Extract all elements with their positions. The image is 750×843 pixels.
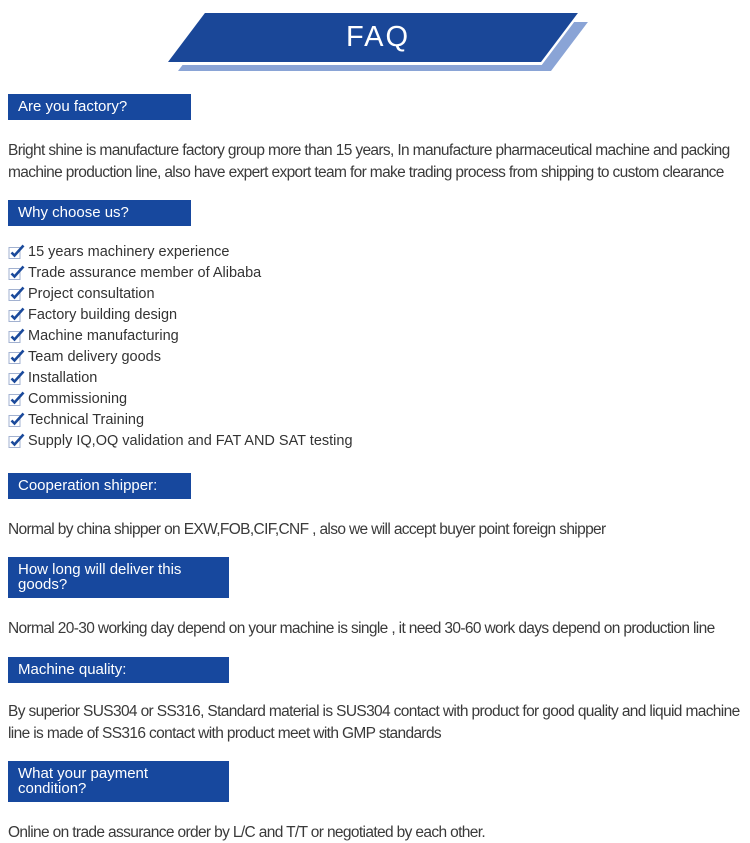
checklist-item <box>8 367 750 388</box>
checklist-item-label: Installation <box>28 369 98 386</box>
section-body-payment-condition: Online on trade assurance order by L/C and T/T or negotiated by each other. <box>8 824 486 841</box>
checkbox-checked-icon <box>8 265 25 280</box>
checklist-item <box>8 241 750 262</box>
section-title-payment-condition: What your payment condition? <box>8 761 229 802</box>
checkbox-checked-icon <box>8 307 25 322</box>
banner-title: FAQ <box>345 21 410 53</box>
checkbox-checked-icon <box>8 412 25 427</box>
faq-banner <box>0 0 750 80</box>
checkbox-checked-icon <box>8 433 25 448</box>
section-body-cooperation-shipper: Normal by china shipper on EXW,FOB,CIF,CNF , also we will accept buyer point foreign shipper <box>8 521 606 538</box>
checklist-item <box>8 388 750 409</box>
checklist-item <box>8 304 750 325</box>
checklist-item-label: Commissioning <box>28 390 128 407</box>
checklist-item <box>8 325 750 346</box>
section-body-machine-quality: By superior SUS304 or SS316, Standard material is SUS304 contact with product for good quality and liquid machine line is made of SS316 contact with product meet with GMP standards <box>8 703 740 742</box>
section-title-why-choose-us: Why choose us? <box>8 200 191 226</box>
checklist-item-label: Supply IQ,OQ validation and FAT AND SAT testing <box>28 432 353 449</box>
checklist-item <box>8 262 750 283</box>
checkbox-checked-icon <box>8 370 25 385</box>
checklist-item-label: 15 years machinery experience <box>28 243 230 260</box>
section-title-cooperation-shipper: Cooperation shipper: <box>8 473 191 499</box>
section-body-are-you-factory: Bright shine is manufacture factory group more than 15 years, In manufacture pharmaceutical machine and packing machine production line, also have expert export team for make trading process from shipping to custom clearance <box>8 142 730 181</box>
checkbox-checked-icon <box>8 328 25 343</box>
checklist-item-label: Trade assurance member of Alibaba <box>28 264 262 281</box>
checklist-item <box>8 430 750 451</box>
checkbox-checked-icon <box>8 349 25 364</box>
checklist-item <box>8 409 750 430</box>
why-choose-us-checklist <box>8 241 750 451</box>
checkbox-checked-icon <box>8 391 25 406</box>
checklist-item-label: Machine manufacturing <box>28 327 179 344</box>
section-title-machine-quality: Machine quality: <box>8 657 229 683</box>
checkbox-checked-icon <box>8 244 25 259</box>
checklist-item <box>8 283 750 304</box>
checklist-item-label: Project consultation <box>28 285 155 302</box>
checklist-item-label: Factory building design <box>28 306 178 323</box>
checklist-item-label: Team delivery goods <box>28 348 161 365</box>
section-title-delivery-time: How long will deliver this goods? <box>8 557 229 598</box>
checklist-item-label: Technical Training <box>28 411 145 428</box>
checkbox-checked-icon <box>8 286 25 301</box>
section-title-are-you-factory: Are you factory? <box>8 94 191 120</box>
checklist-item <box>8 346 750 367</box>
section-body-delivery-time: Normal 20-30 working day depend on your machine is single , it need 30-60 work days depend on production line <box>8 620 715 637</box>
